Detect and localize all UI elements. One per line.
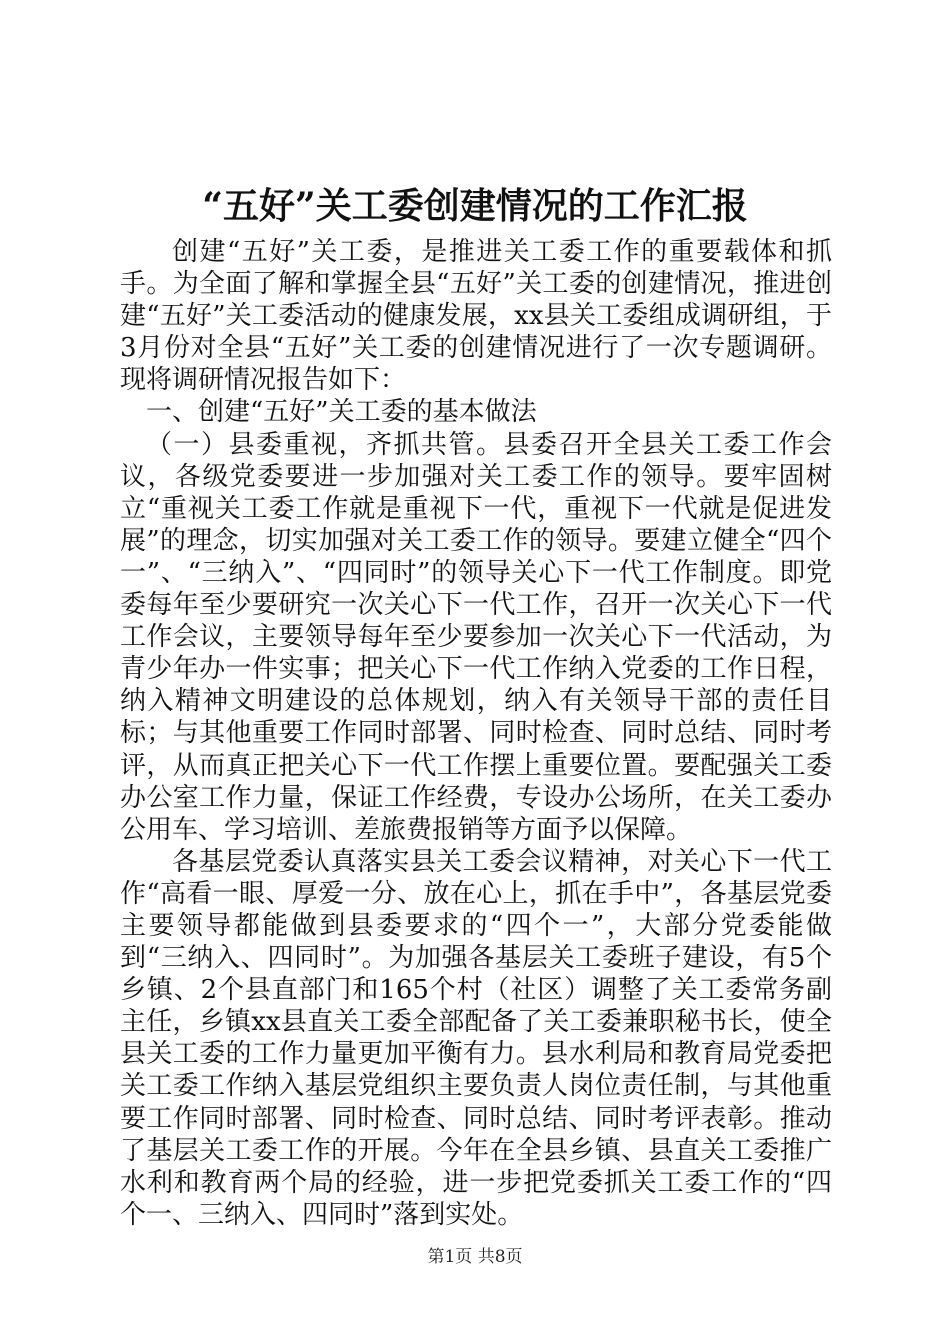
- page-number: 第1页 共8页: [427, 1247, 523, 1267]
- section-heading: 一、创建“五好”关工委的基本做法: [146, 397, 537, 428]
- paragraph-intro: 创建“五好”关工委，是推进关工委工作的重要载体和抓手。为全面了解和掌握全县“五好”关工委的创建情况，推进创建“五好”关工委活动的健康发展，xx县关工委组成调研组，于3月份对全县“五好”关工委的创建情况进行了一次专题调研。现将调研情况报告如下：: [120, 237, 832, 396]
- document-body: [120, 236, 832, 1231]
- paragraph-grassroots: 各基层党委认真落实县关工委会议精神，对关心下一代工作“高看一眼、厚爱一分、放在心上，抓在手中”，各基层党委主要领导都能做到县委要求的“四个一”，大部分党委能做到“三纳入、四同时”。为加强各基层关工委班子建设，有5个乡镇、2个县直部门和165个村（社区）调整了关工委常务副主任，乡镇xx县直关工委全部配备了关工委兼职秘书长，使全县关工委的工作力量更加平衡有力。县水利局和教育局党委把关工委工作纳入基层党组织主要负责人岗位责任制，与其他重要工作同时部署、同时检查、同时总结、同时考评表彰。推动了基层关工委工作的开展。今年在全县乡镇、县直关工委推广水利和教育两个局的经验，进一步把党委抓关工委工作的“四个一、三纳入、四同时”落到实处。: [120, 846, 832, 1230]
- paragraph-subsection-1: （一）县委重视，齐抓共管。县委召开全县关工委工作会议，各级党委要进一步加强对关工委工作的领导。要牢固树立“重视关工委工作就是重视下一代，重视下一代就是促进发展”的理念，切实加强对关工委工作的领导。要建立健全“四个一”、“三纳入”、“四同时”的领导关心下一代工作制度。即党委每年至少要研究一次关心下一代工作，召开一次关心下一代工作会议，主要领导每年至少要参加一次关心下一代活动，为青少年办一件实事；把关心下一代工作纳入党委的工作日程，纳入精神文明建设的总体规划，纳入有关领导干部的责任目标；与其他重要工作同时部署、同时检查、同时总结、同时考评，从而真正把关心下一代工作摆上重要位置。要配强关工委办公室工作力量，保证工作经费，专设办公场所，在关工委办公用车、学习培训、差旅费报销等方面予以保障。: [120, 429, 832, 845]
- document-title: “五好”关工委创建情况的工作汇报: [202, 185, 748, 227]
